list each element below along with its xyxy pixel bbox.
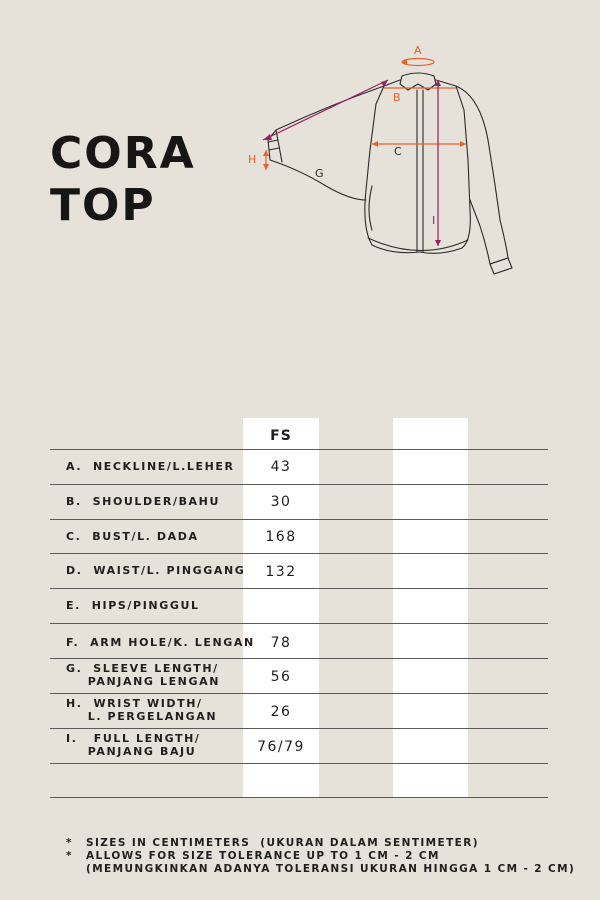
table-rule (50, 763, 548, 764)
sleeve-length-measure (263, 80, 388, 140)
size-column-empty (393, 418, 468, 798)
diagram-label-g: G (315, 167, 324, 180)
table-rule (50, 623, 548, 624)
row-value-arm-hole: 78 (270, 635, 292, 651)
row-label-full-length: I. FULL LENGTH/ PANJANG BAJU (66, 732, 201, 758)
diagram-label-c: C (394, 145, 402, 158)
diagram-label-b: B (393, 91, 401, 104)
row-label-hips: E. HIPS/PINGGUL (66, 599, 200, 612)
footnote-bullet: * (66, 850, 73, 862)
footnote-bullet: * (66, 837, 73, 849)
table-rule (50, 449, 548, 450)
row-value-bust: 168 (265, 529, 297, 545)
row-label-waist: D. WAIST/L. PINGGANG (66, 564, 246, 577)
table-rule (50, 553, 548, 554)
purple-measure-lines (263, 80, 438, 246)
footnote-text: (MEMUNGKINKAN ADANYA TOLERANSI UKURAN HINGGA 1 CM - 2 CM) (86, 863, 576, 875)
diagram-label-a: A (414, 44, 422, 57)
footnote-2 (66, 850, 575, 863)
garment-measurement-diagram (248, 38, 522, 283)
row-value-sleeve-length: 56 (270, 669, 292, 685)
table-rule (50, 658, 548, 659)
product-title (50, 128, 196, 232)
orange-arrowheads (263, 59, 466, 170)
row-value-wrist-width: 26 (270, 704, 292, 720)
table-rule (50, 693, 548, 694)
row-value-full-length: 76/79 (257, 739, 305, 755)
table-rule (50, 588, 548, 589)
table-rule (50, 519, 548, 520)
row-value-shoulder: 30 (270, 494, 292, 510)
footnotes (66, 837, 575, 876)
footnote-text: SIZES IN CENTIMETERS (UKURAN DALAM SENTIMETER) (86, 837, 479, 849)
row-value-neckline: 43 (270, 459, 292, 475)
diagram-label-h: H (248, 153, 257, 166)
purple-arrowheads (263, 80, 441, 246)
table-rule (50, 797, 548, 798)
row-label-bust: C. BUST/L. DADA (66, 530, 199, 543)
garment-outline (268, 73, 512, 274)
footnote-3 (66, 863, 575, 876)
title-line-2: TOP (50, 180, 156, 231)
row-label-wrist-width: H. WRIST WIDTH/ L. PERGELANGAN (66, 697, 218, 723)
table-rule (50, 728, 548, 729)
row-value-waist: 132 (265, 564, 297, 580)
table-rule (50, 484, 548, 485)
column-header-fs: FS (270, 428, 292, 444)
diagram-label-i: I (432, 214, 436, 227)
row-label-shoulder: B. SHOULDER/BAHU (66, 495, 221, 508)
footnote-text: ALLOWS FOR SIZE TOLERANCE UP TO 1 CM - 2 CM (86, 850, 440, 862)
row-label-neckline: A. NECKLINE/L.LEHER (66, 460, 235, 473)
footnote-1 (66, 837, 575, 850)
row-label-arm-hole: F. ARM HOLE/K. LENGAN (66, 636, 255, 649)
orange-measure-lines (266, 59, 466, 171)
title-line-1: CORA (50, 128, 196, 179)
row-label-sleeve-length: G. SLEEVE LENGTH/ PANJANG LENGAN (66, 662, 221, 688)
